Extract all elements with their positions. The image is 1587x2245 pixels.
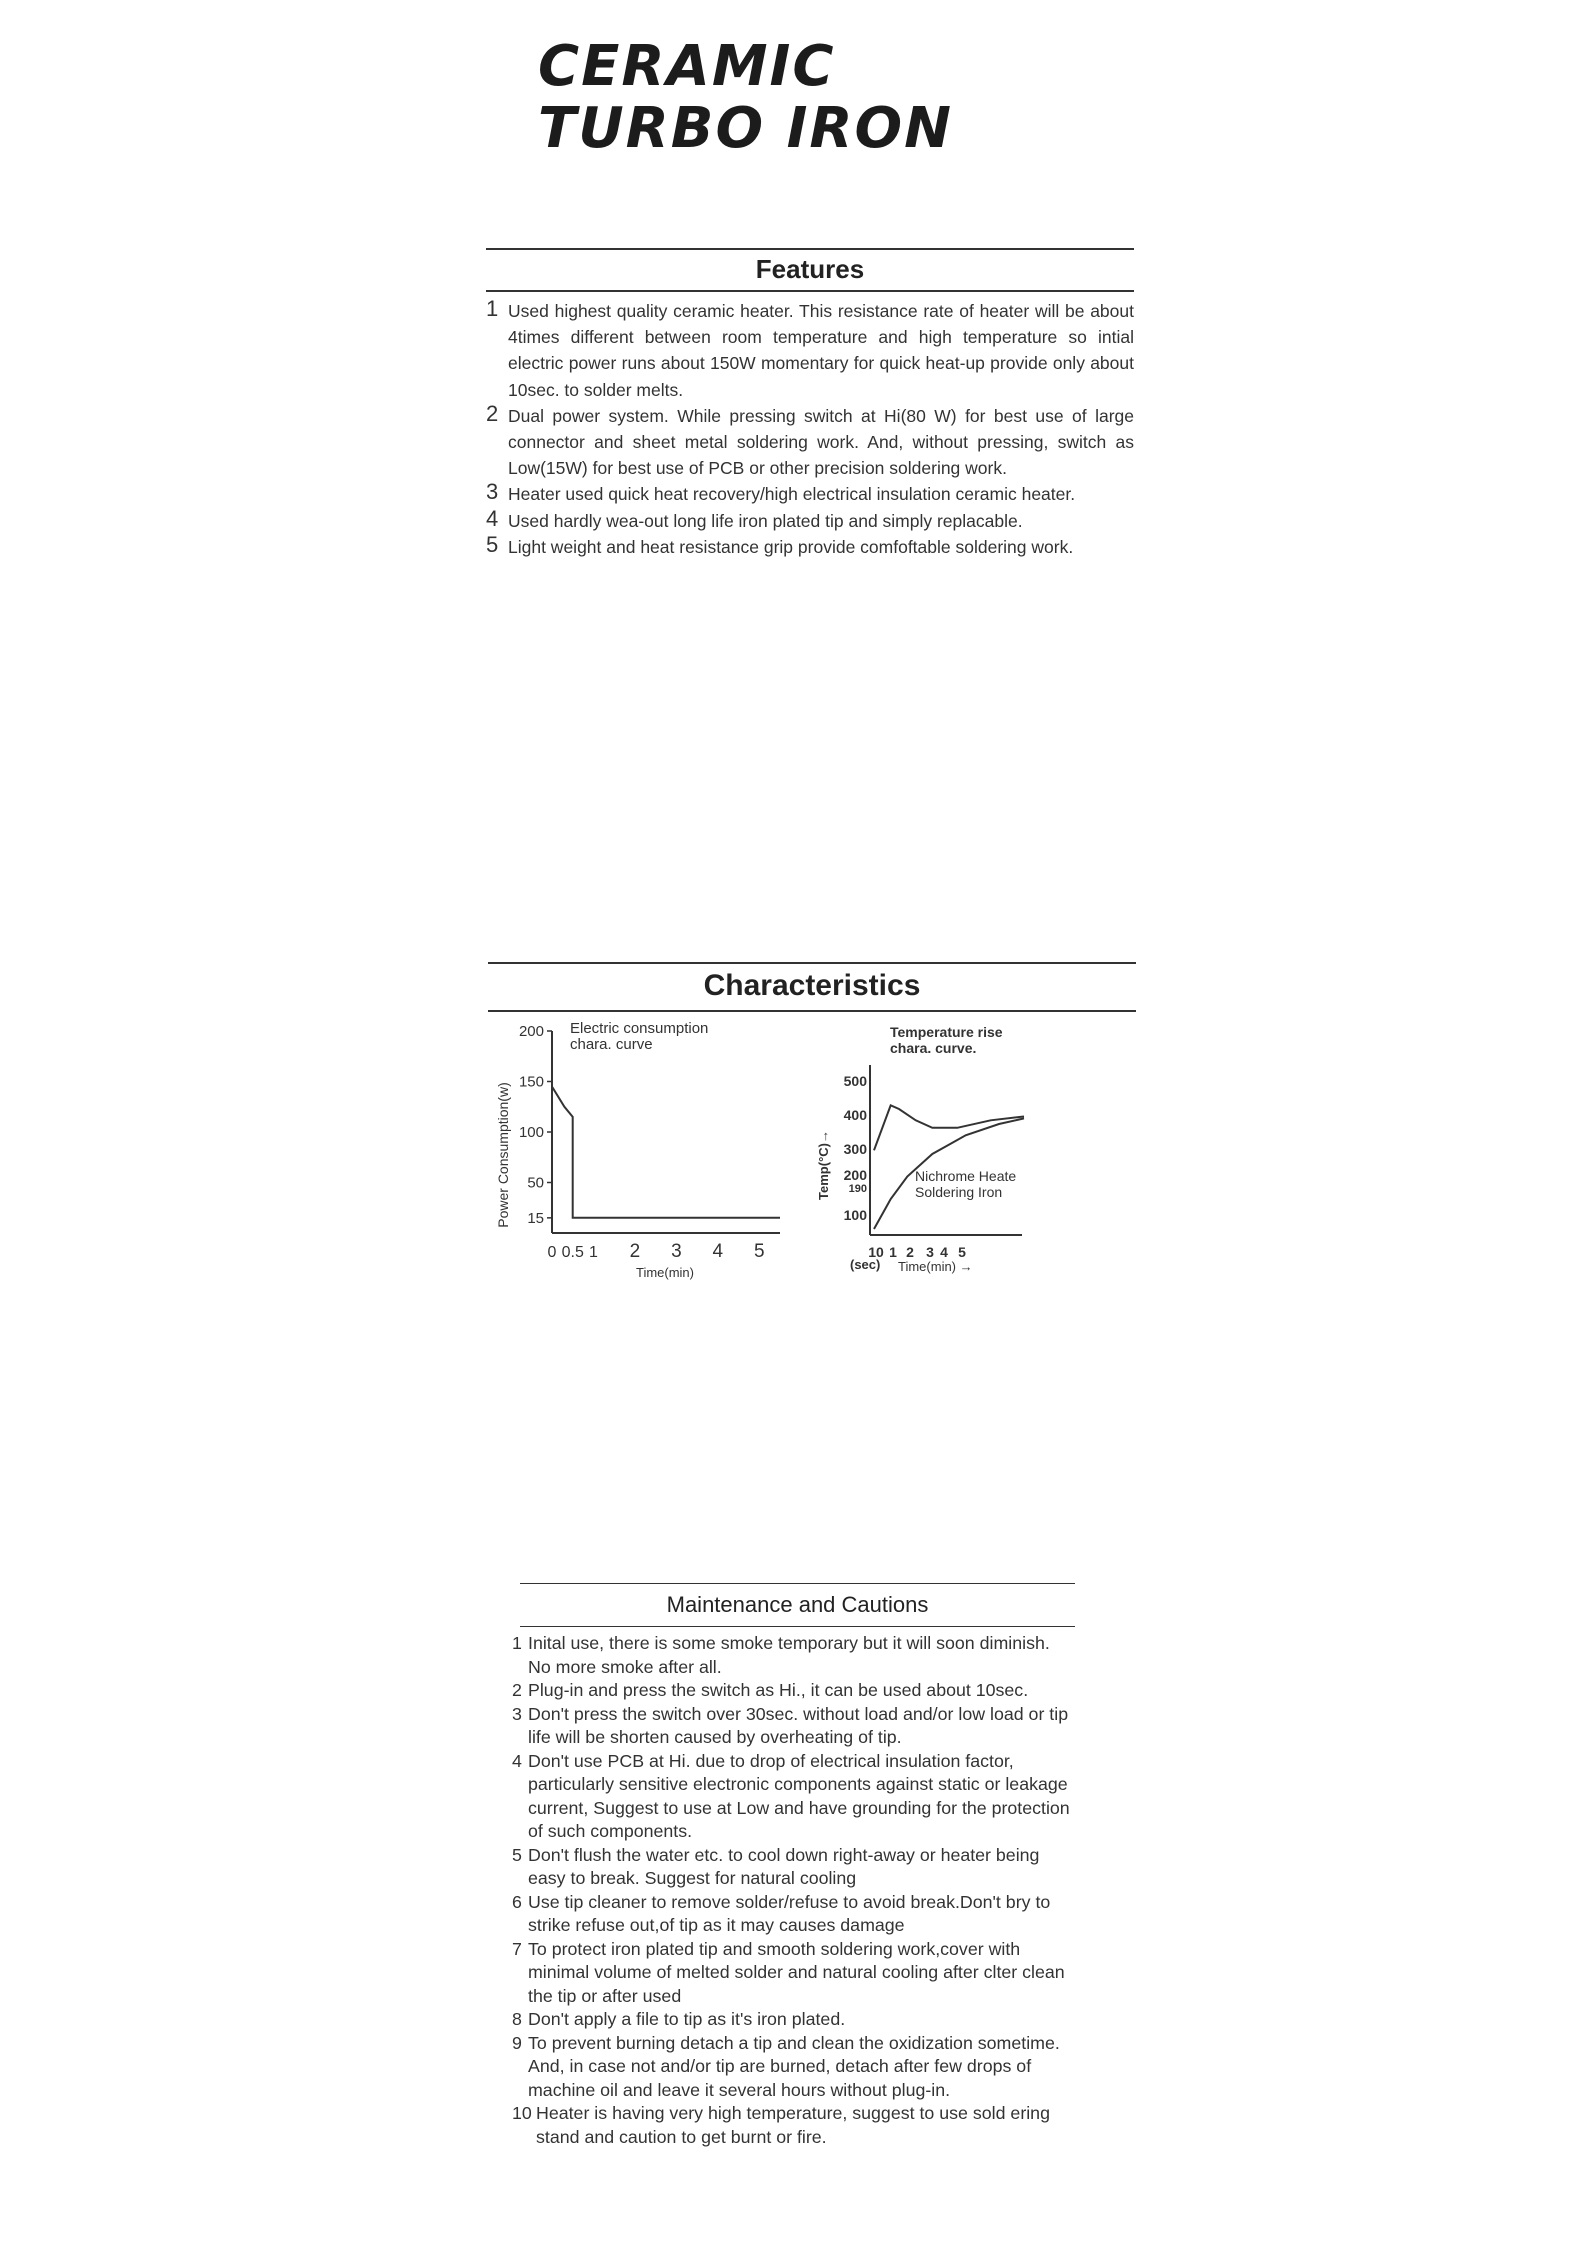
features-top-rule — [486, 248, 1134, 250]
feature-text: Used hardly wea-out long life iron plated tip and simply replacable. — [508, 510, 1023, 531]
temp-x-tick-label: 1 — [889, 1244, 897, 1260]
temp-y-tick-label: 200 — [843, 1167, 867, 1183]
feature-item-5 — [486, 531, 1134, 560]
feature-number: 5 — [486, 531, 499, 557]
power-y-tick-label: 150 — [518, 1073, 544, 1091]
power-x-tick-label: 4 — [712, 1241, 724, 1262]
caution-text: Don't apply a file to tip as it's iron plated. — [528, 2009, 846, 2029]
power-consumption-chart — [490, 1015, 800, 1300]
temp-chart-x-label: Time(min) → — [898, 1259, 973, 1274]
feature-item-3 — [486, 481, 1134, 507]
caution-item-2 — [512, 1679, 1072, 1703]
temp-y-tick-label: 100 — [843, 1207, 867, 1223]
temp-y-tick-label: 500 — [843, 1073, 867, 1089]
caution-text: Use tip cleaner to remove solder/refuse to avoid break.Don't bry to strike refuse out,of tip as it may causes damage — [528, 1891, 1051, 1935]
temp-x-tick-label: 5 — [958, 1244, 966, 1260]
caution-item-8 — [512, 2008, 1072, 2032]
temp-x-tick-label: 2 — [906, 1244, 914, 1260]
caution-text: Don't use PCB at Hi. due to drop of electrical insulation factor, particularly sensitive electronic components against static or leakage current, Suggest to use at Low and have grounding for the protection of such components. — [528, 1750, 1070, 1841]
feature-number: 1 — [486, 296, 499, 321]
temp-x-tick-label: 10 — [868, 1244, 884, 1260]
feature-item-1 — [486, 298, 1134, 403]
caution-item-9 — [512, 2032, 1072, 2103]
caution-number: 4 — [512, 1750, 522, 1771]
caution-text: Inital use, there is some smoke temporary but it will soon diminish. No more smoke after all. — [528, 1633, 1050, 1677]
caution-number: 2 — [512, 1680, 522, 1700]
caution-item-10 — [512, 2102, 1072, 2149]
temp-chart-annotation-2: Soldering Iron — [915, 1184, 1003, 1200]
characteristics-heading: Characteristics — [703, 969, 921, 1002]
features-heading: Features — [755, 254, 865, 284]
document-title — [538, 36, 953, 160]
power-y-tick-label: 50 — [527, 1174, 544, 1192]
features-list — [486, 298, 1134, 560]
feature-text: Heater used quick heat recovery/high electrical insulation ceramic heater. — [508, 484, 1076, 505]
maintenance-list — [512, 1632, 1072, 2149]
feature-item-4 — [486, 505, 1134, 534]
power-x-tick-label: 0.5 — [561, 1244, 584, 1261]
caution-text: To protect iron plated tip and smooth soldering work,cover with minimal volume of melted solder and natural cooling after clter clean the tip or after used — [528, 1938, 1065, 2006]
temp-y-tick-label: 190 — [848, 1183, 867, 1195]
caution-text: To prevent burning detach a tip and clean the oxidization sometime. And, in case not and/or tip are burned, detach after few drops of machine oil and leave it several hours without plug-in. — [528, 2032, 1060, 2100]
temp-chart-title-line-1: Temperature rise — [890, 1024, 1003, 1040]
feature-item-2 — [486, 400, 1134, 482]
power-y-tick-label: 200 — [518, 1023, 544, 1040]
caution-number: 3 — [512, 1703, 522, 1724]
power-chart-title-line-2: chara. curve — [570, 1036, 653, 1053]
caution-item-4 — [512, 1750, 1072, 1844]
temp-chart-title-line-2: chara. curve. — [890, 1040, 977, 1056]
feature-text: Dual power system. While pressing switch at Hi(80 W) for best use of large connector and sheet metal soldering work. And, without pressing, switch as Low(15W) for best use of PCB or other precision soldering work. — [508, 405, 1134, 479]
caution-item-6 — [512, 1891, 1072, 1938]
feature-number: 2 — [486, 400, 499, 426]
power-x-tick-label: 2 — [629, 1241, 641, 1262]
power-y-tick-label: 100 — [518, 1124, 544, 1141]
temperature-rise-chart — [810, 1015, 1040, 1300]
temp-chart-x-unit: (sec) — [850, 1257, 881, 1272]
title-line-2: TURBO IRON — [538, 96, 954, 161]
caution-item-7 — [512, 1938, 1072, 2009]
power-x-tick-label: 5 — [753, 1241, 765, 1262]
caution-item-5 — [512, 1844, 1072, 1891]
caution-text: Don't press the switch over 30sec. without load and/or low load or tip life will be shorten caused by overheating of tip. — [528, 1703, 1069, 1747]
features-bottom-rule — [486, 290, 1134, 292]
temp-x-tick-label: 4 — [940, 1244, 948, 1260]
feature-number: 3 — [486, 479, 499, 505]
caution-number: 5 — [512, 1844, 522, 1865]
caution-text: Heater is having very high temperature, suggest to use sold ering stand and caution to get burnt or fire. — [536, 2103, 1050, 2147]
characteristics-bottom-rule — [488, 1010, 1136, 1012]
power-chart-title-line-1: Electric consumption — [570, 1020, 709, 1037]
caution-item-3 — [512, 1703, 1072, 1750]
caution-number: 6 — [512, 1891, 522, 1912]
maintenance-bottom-rule — [520, 1626, 1075, 1627]
feature-text: Light weight and heat resistance grip provide comfoftable soldering work. — [508, 536, 1074, 557]
title-line-1: CERAMIC — [538, 34, 836, 99]
power-x-tick-label: 3 — [671, 1241, 682, 1262]
power-x-tick-label: 0 — [547, 1244, 557, 1261]
feature-text: Used highest quality ceramic heater. This resistance rate of heater will be about 4times different between room temperature and high temperature so intial electric power runs about 150W momentary for quick heat-up provide only about 10sec. to solder melts. — [508, 301, 1134, 400]
caution-number: 7 — [512, 1938, 522, 1959]
caution-item-1 — [512, 1632, 1072, 1679]
temp-y-tick-label: 300 — [843, 1141, 867, 1157]
maintenance-top-rule — [520, 1583, 1075, 1584]
temp-y-tick-label: 400 — [843, 1107, 867, 1123]
feature-number: 4 — [486, 505, 499, 531]
power-curve-line — [552, 1087, 780, 1218]
temp-chart-annotation-1: Nichrome Heate — [915, 1168, 1017, 1184]
caution-number: 8 — [512, 2009, 522, 2029]
maintenance-heading: Maintenance and Cautions — [666, 1592, 929, 1617]
power-chart-x-label: Time(min) — [635, 1265, 695, 1280]
characteristics-top-rule — [488, 962, 1136, 964]
caution-number: 1 — [512, 1633, 522, 1653]
power-y-tick-label: 15 — [527, 1209, 544, 1227]
temp-chart-y-label: Temp(°C)→ — [816, 1130, 831, 1200]
caution-number: 9 — [512, 2032, 522, 2053]
caution-text: Plug-in and press the switch as Hi., it can be used about 10sec. — [528, 1680, 1029, 1700]
temp-x-tick-label: 3 — [926, 1244, 934, 1260]
power-x-tick-label: 1 — [589, 1244, 598, 1261]
caution-number: 10 — [512, 2103, 532, 2123]
power-chart-y-label: Power Consumption(w) — [495, 1082, 511, 1228]
caution-text: Don't flush the water etc. to cool down right-away or heater being easy to break. Suggest for natural cooling — [528, 1844, 1040, 1888]
